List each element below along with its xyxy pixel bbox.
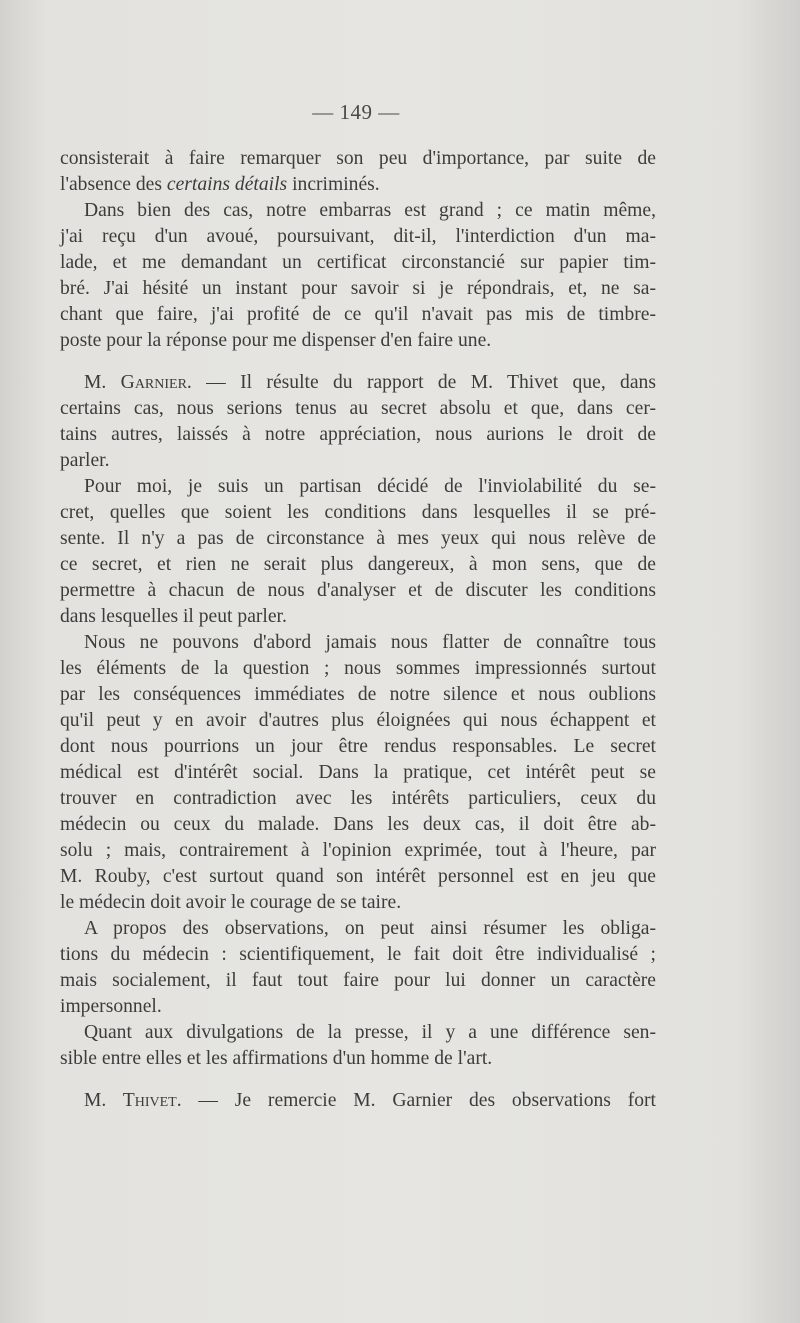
text-line: A propos des observations, on peut ainsi résumer les obliga- (84, 918, 656, 939)
text-line (60, 1088, 656, 1114)
text-line: Quant aux divulgations de la presse, il y a une différence sen- (84, 1022, 656, 1043)
text-line: permettre à chacun de nous d'analyser et de discuter les conditions (60, 580, 656, 601)
text-line: Nous ne pouvons d'abord jamais nous flatter de connaître tous (84, 632, 656, 653)
text-line: médical est d'intérêt social. Dans la pratique, cet intérêt peut se (60, 762, 656, 783)
text-line: les éléments de la question ; nous sommes impressionnés surtout (60, 658, 656, 679)
text-run: incriminés. (287, 174, 380, 195)
text-line: tains autres, laissés à notre appréciation, nous aurions le droit de (60, 424, 656, 445)
text-line: sente. Il n'y a pas de circonstance à mes yeux qui nous relève de (60, 528, 656, 549)
text-line: dans lesquelles il peut parler. (60, 606, 287, 627)
text-line (60, 172, 656, 198)
speaker-name: M. Thivet. (84, 1090, 182, 1111)
text-line: parler. (60, 450, 110, 471)
text-line: trouver en contradiction avec les intérêts particuliers, ceux du (60, 788, 656, 809)
page-number: — 149 — (312, 100, 400, 124)
paragraph-gap (60, 354, 656, 370)
text-line: impersonnel. (60, 996, 162, 1017)
text-line: Dans bien des cas, notre embarras est grand ; ce matin même, (84, 200, 656, 221)
text-line: dont nous pourrions un jour être rendus responsables. Le secret (60, 736, 656, 757)
text-line: poste pour la réponse pour me dispenser d'en faire une. (60, 330, 492, 351)
text-line: solu ; mais, contrairement à l'opinion exprimée, tout à l'heure, par (60, 840, 656, 861)
text-line: consisterait à faire remarquer son peu d'importance, par suite de (60, 148, 656, 169)
text-line: j'ai reçu d'un avoué, poursuivant, dit-il, l'interdiction d'un ma- (60, 226, 656, 247)
text-line: cret, quelles que soient les conditions dans lesquelles il se pré- (60, 502, 656, 523)
text-line: M. Rouby, c'est surtout quand son intérêt personnel est en jeu que (60, 866, 656, 887)
text-line: tions du médecin : scientifiquement, le fait doit être individualisé ; (60, 944, 656, 965)
text-line: Pour moi, je suis un partisan décidé de l'inviolabilité du se- (84, 476, 656, 497)
paragraph-gap (60, 1072, 656, 1088)
body-text (60, 146, 656, 1114)
text-line: médecin ou ceux du malade. Dans les deux cas, il doit être ab- (60, 814, 656, 835)
text-run: — Il résulte du rapport de M. Thivet que, dans (191, 372, 656, 393)
text-line: bré. J'ai hésité un instant pour savoir si je répondrais, et, ne sa- (60, 278, 656, 299)
text-run: l'absence des (60, 174, 167, 195)
text-line: ce secret, et rien ne serait plus dangereux, à mon sens, que de (60, 554, 656, 575)
text-line: par les conséquences immédiates de notre silence et nous oublions (60, 684, 656, 705)
text-run: — Je remercie M. Garnier des observations fort (181, 1090, 657, 1111)
text-line: lade, et me demandant un certificat circonstancié sur papier tim- (60, 252, 656, 273)
speaker-name: M. Garnier. (84, 372, 192, 393)
text-line: sible entre elles et les affirmations d'un homme de l'art. (60, 1048, 493, 1069)
text-line: certains cas, nous serions tenus au secret absolu et que, dans cer- (60, 398, 656, 419)
italic-phrase: certains détails (166, 174, 288, 195)
text-line (60, 370, 656, 396)
text-line: qu'il peut y en avoir d'autres plus éloignées qui nous échappent et (60, 710, 656, 731)
text-line: le médecin doit avoir le courage de se taire. (60, 892, 402, 913)
text-line: mais socialement, il faut tout faire pour lui donner un caractère (60, 970, 656, 991)
text-line: chant que faire, j'ai profité de ce qu'il n'avait pas mis de timbre- (60, 304, 656, 325)
